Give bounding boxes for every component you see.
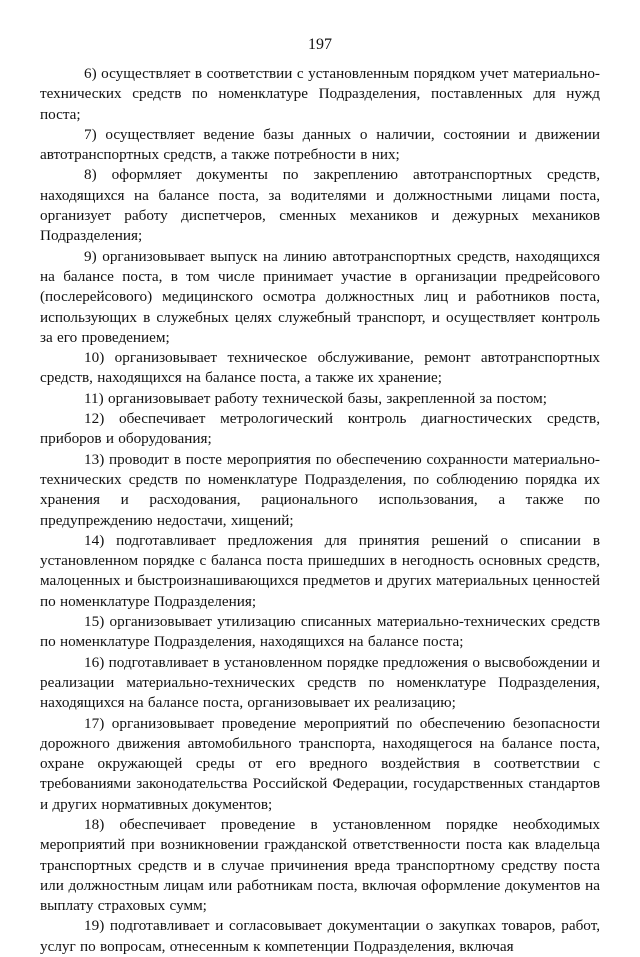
paragraph-item-19: 19) подготавливает и согласовывает документации о закупках товаров, работ, услуг по вопросам, отнесенным к компетенции Подразделения, включая xyxy=(40,917,600,955)
paragraph-item-8: 8) оформляет документы по закреплению автотранспортных средств, находящихся на балансе поста, за водителями и должностными лицами поста, организует работу диспетчеров, сменных механиков и дежурных механиков Подразделения; xyxy=(40,166,600,245)
paragraph-item-6: 6) осуществляет в соответствии с установленным порядком учет материально-технических средств по номенклатуре Подразделения, поставленных для нужд поста; xyxy=(40,65,600,123)
page-number: 197 xyxy=(308,36,332,53)
paragraph-item-11: 11) организовывает работу технической базы, закрепленной за постом; xyxy=(84,389,547,407)
paragraph-item-7: 7) осуществляет ведение базы данных о наличии, состоянии и движении автотранспортных средств, а также потребности в них; xyxy=(40,125,600,164)
paragraph-item-9: 9) организовывает выпуск на линию автотранспортных средств, находящихся на балансе поста, в том числе принимает участие в организации предрейсового (послерейсового) медицинского осмотра должностных лиц и работников поста, использующих в служебных целях служебный транспорт, и осуществляет контроль за его проведением; xyxy=(40,247,600,346)
paragraph-item-18: 18) обеспечивает проведение в установленном порядке необходимых мероприятий при возникновении гражданской ответственности поста как владельца транспортных средств и в случае причинения вреда транспортному средству поста или должностным лицам или работникам поста, включая оформление документов на выплату страховых сумм; xyxy=(40,815,600,915)
paragraph-item-12: 12) обеспечивает метрологический контроль диагностических средств, приборов и оборудования; xyxy=(40,410,600,448)
paragraph-item-15: 15) организовывает утилизацию списанных материально-технических средств по номенклатуре Подразделения, находящихся на балансе поста; xyxy=(40,613,600,651)
paragraph-item-10: 10) организовывает техническое обслуживание, ремонт автотранспортных средств, находящихся на балансе поста, а также их хранение; xyxy=(40,349,600,387)
paragraph-item-17: 17) организовывает проведение мероприятий по обеспечению безопасности дорожного движения автомобильного транспорта, находящегося на балансе поста, охране окружающей среды от его вредного воздействия в соответствии с требованиями законодательства Российской Федерации, государственных стандартов и других нормативных документов; xyxy=(40,714,600,813)
paragraph-item-13: 13) проводит в посте мероприятия по обеспечению сохранности материально-технических средств по номенклатуре Подразделения, по соблюдению порядка их хранения и расходования, рационального использования, а также по предупреждению недостачи, хищений; xyxy=(40,450,600,529)
paragraph-item-14: 14) подготавливает предложения для принятия решений о списании в установленном порядке с баланса поста пришедших в негодность основных средств, малоценных и быстроизнашивающихся предметов и других материальных ценностей по номенклатуре Подразделения; xyxy=(40,531,600,610)
paragraph-item-16: 16) подготавливает в установленном порядке предложения о высвобождении и реализации материально-технических средств по номенклатуре Подразделения, находящихся на балансе поста, организовывает их реализацию; xyxy=(40,653,600,712)
document-body xyxy=(40,64,600,957)
